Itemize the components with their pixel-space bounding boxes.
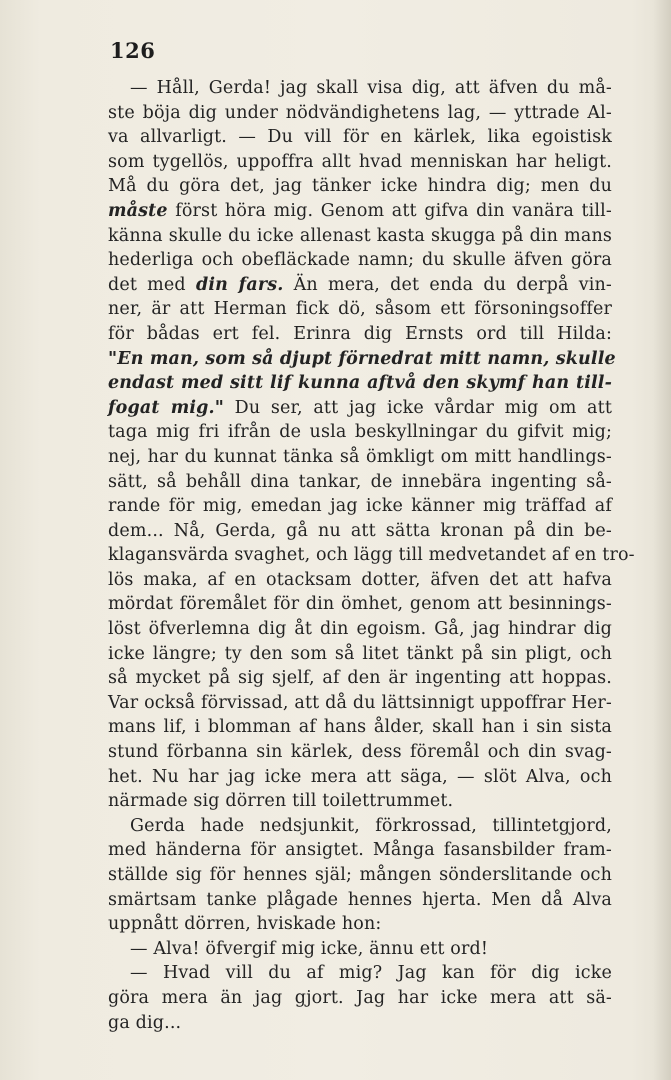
text-line: lös maka, af en otacksam dotter, äfven det att hafva — [108, 569, 612, 590]
text-line: som tygellös, uppoffra allt hvad menniskan har heligt. — [108, 151, 612, 172]
text-line: klagansvärda svaghet, och lägg till medvetandet af en tro- — [108, 545, 635, 566]
text-line — [108, 199, 612, 224]
text-line: dem... Nå, Gerda, gå nu att sätta kronan på din be- — [108, 520, 612, 541]
text-line: nej, har du kunnat tänka så ömkligt om mitt handlings- — [108, 446, 612, 467]
text-line: med händerna för ansigtet. Många fasansbilder fram- — [108, 840, 612, 861]
emphasized-text: måste — [108, 200, 168, 221]
page-number: 126 — [110, 38, 156, 63]
text-line: mördat föremålet för din ömhet, genom att besinnings- — [108, 594, 612, 615]
text-line: — Håll, Gerda! jag skall visa dig, att äfven du må- — [130, 78, 612, 98]
text-segment: först höra mig. Genom att gifva din vanära till- — [167, 200, 612, 221]
emphasized-text: "En man, som så djupt förnedrat mitt namn, skulle — [108, 348, 616, 369]
text-line: löst öfverlemna dig åt din egoism. Gå, jag hindrar dig — [108, 619, 612, 640]
text-line: va allvarligt. — Du vill för en kärlek, lika egoistisk — [108, 127, 612, 148]
text-line: känna skulle du icke allenast kasta skugga på din mans — [108, 225, 612, 246]
text-line: — Hvad vill du af mig? Jag kan för dig icke — [130, 963, 612, 984]
text-line: stund förbanna sin kärlek, dess föremål och din svag- — [108, 742, 612, 763]
text-line: göra mera än jag gjort. Jag har icke mera att sä- — [108, 987, 612, 1008]
text-line: Var också förvissad, att då du lättsinnigt uppoffrar Her- — [108, 692, 612, 713]
text-segment: Du ser, att jag icke vårdar mig om att — [224, 397, 612, 418]
text-segment: Än mera, det enda du derpå vin- — [283, 274, 612, 295]
text-line: mans lif, i blomman af hans ålder, skall han i sin sista — [108, 717, 612, 738]
text-line: uppnått dörren, hviskade hon: — [108, 914, 382, 935]
text-line: taga mig fri ifrån de usla beskyllningar du gifvit mig; — [108, 422, 612, 443]
text-line: Gerda hade nedsjunkit, förkrossad, tillintetgjord, — [130, 815, 612, 836]
text-line: ga dig... — [108, 1012, 182, 1033]
text-line: Må du göra det, jag tänker icke hindra dig; men du — [108, 176, 612, 197]
emphasized-text: din fars. — [195, 274, 284, 295]
text-line: ställde sig för hennes själ; mången sönderslitande och — [108, 865, 612, 885]
text-line: närmade sig dörren till toilettrummet. — [108, 791, 454, 812]
text-line: ner, är att Herman fick dö, såsom ett försoningsoffer — [108, 299, 612, 320]
text-line: het. Nu har jag icke mera att säga, — slöt Alva, och — [108, 766, 612, 787]
text-line: så mycket på sig sjelf, af den är ingenting att hoppas. — [108, 668, 612, 689]
text-line — [108, 371, 612, 396]
body-text — [108, 76, 635, 1035]
text-line: — Alva! öfvergif mig icke, ännu ett ord! — [130, 938, 489, 959]
text-line — [108, 347, 616, 372]
text-line: sätt, så behåll dina tankar, de innebära ingenting så- — [108, 471, 612, 492]
text-segment: det med — [108, 274, 196, 295]
text-line: rande för mig, emedan jag icke känner mig träffad af — [108, 496, 612, 517]
page-edge-shadow — [653, 0, 671, 1080]
emphasized-text: endast med sitt lif kunna aftvå den skymf han till- — [108, 373, 612, 394]
text-line: smärtsam tanke plågade hennes hjerta. Men då Alva — [108, 889, 612, 910]
text-line: ste böja dig under nödvändighetens lag, — yttrade Al- — [108, 102, 612, 123]
text-line: hederliga och obefläckade namn; du skulle äfven göra — [108, 250, 612, 271]
text-line: för bådas ert fel. Erinra dig Ernsts ord till Hilda: — [108, 323, 612, 344]
text-line — [108, 396, 612, 421]
text-line — [108, 273, 612, 298]
emphasized-text: fogat mig." — [108, 397, 225, 418]
text-line: icke längre; ty den som så litet tänkt på sin pligt, och — [108, 643, 612, 664]
